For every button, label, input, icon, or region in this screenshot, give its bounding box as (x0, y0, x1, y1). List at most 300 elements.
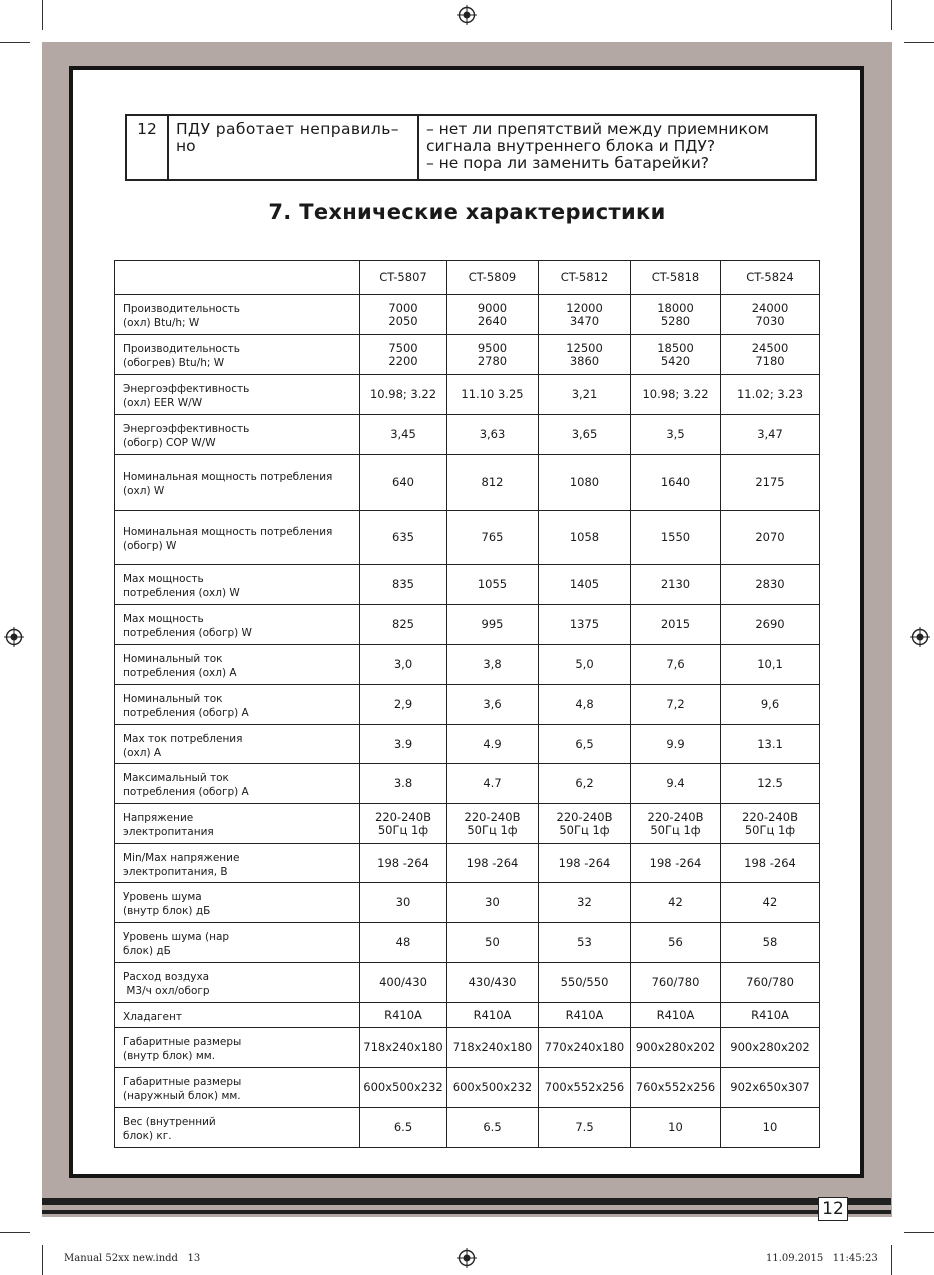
spec-value (631, 844, 721, 883)
spec-value-line: 13.1 (757, 736, 783, 751)
spec-value-line: R410A (565, 1007, 604, 1022)
spec-label-line: Производительность (123, 303, 240, 315)
print-slug-right: 11.09.2015 11:45:23 (766, 1253, 878, 1264)
spec-value (721, 1108, 820, 1148)
spec-label (115, 645, 360, 685)
remedy-line: – нет ли препятствий между приемником (426, 120, 769, 138)
page-number: 12 (818, 1197, 848, 1221)
spec-label (115, 295, 360, 335)
spec-value-line: 550/550 (560, 975, 609, 989)
spec-label (115, 685, 360, 725)
spec-value (360, 335, 447, 375)
spec-value-line: 760/780 (746, 975, 794, 989)
spec-value-line: 30 (395, 895, 411, 909)
spec-value-line: 825 (392, 617, 414, 631)
troubleshooting-table (125, 114, 817, 181)
spec-value-line: 2175 (755, 475, 785, 489)
spec-value (539, 764, 631, 804)
model-header: CT-5807 (360, 261, 447, 295)
spec-value (447, 725, 539, 764)
spec-value-line: 3,5 (666, 427, 685, 441)
spec-value-line: 7.5 (575, 1120, 594, 1134)
spec-value (360, 1108, 447, 1148)
spec-value (539, 645, 631, 685)
header-empty-cell (115, 261, 360, 295)
spec-value (721, 455, 820, 511)
spec-value (360, 963, 447, 1003)
spec-value-line: 48 (395, 935, 411, 949)
spec-value (631, 415, 721, 455)
spec-value-line: 1058 (569, 530, 600, 544)
spec-value-line: 9.9 (666, 736, 685, 751)
spec-label-line: Уровень шума (нар (123, 931, 230, 943)
spec-value (631, 685, 721, 725)
spec-value (721, 645, 820, 685)
spec-label (115, 565, 360, 605)
spec-value-line: 9,6 (760, 697, 780, 711)
spec-value-line: 10.98; 3.22 (369, 387, 437, 401)
spec-value-line: 220-240В (742, 809, 798, 824)
spec-value-line: 3,45 (390, 427, 416, 441)
spec-value (539, 963, 631, 1003)
issue-line: но (176, 137, 196, 155)
spec-value (360, 295, 447, 335)
spec-value (360, 883, 447, 923)
spec-value-line: R410A (384, 1007, 422, 1022)
crop-mark (891, 0, 892, 30)
spec-value (447, 511, 539, 565)
spec-value (447, 685, 539, 725)
spec-label-line: Напряжение (123, 812, 194, 824)
spec-value-line: 7180 (755, 353, 785, 368)
spec-value-line: 2640 (477, 313, 508, 328)
table-row (115, 565, 820, 605)
spec-value (721, 511, 820, 565)
spec-value (631, 764, 721, 804)
spec-value-line: 400/430 (379, 975, 427, 989)
spec-value (631, 455, 721, 511)
spec-value-line: 6.5 (393, 1120, 413, 1134)
spec-value-line: R410A (473, 1007, 512, 1022)
spec-value-line: 10,1 (757, 657, 783, 671)
spec-value (539, 1028, 631, 1068)
spec-label-line: (обогр) COP W/W (123, 437, 216, 449)
footer-bar-thin (42, 1210, 891, 1214)
spec-label (115, 804, 360, 844)
spec-value-line: 10 (668, 1120, 683, 1134)
spec-value-line: 765 (481, 530, 504, 544)
spec-label-line: Производительность (123, 343, 240, 355)
spec-value-line: 18000 (657, 300, 694, 315)
spec-value (721, 923, 820, 963)
spec-value (447, 455, 539, 511)
spec-value (721, 335, 820, 375)
spec-value (631, 511, 721, 565)
spec-value-line: 2830 (755, 577, 785, 591)
spec-value (539, 923, 631, 963)
table-row (115, 455, 820, 511)
spec-value (447, 415, 539, 455)
spec-value (539, 511, 631, 565)
spec-value-line: 7500 (388, 340, 418, 355)
spec-label (115, 415, 360, 455)
spec-value (447, 844, 539, 883)
spec-label-line: (обогрев) Btu/h; W (123, 357, 225, 369)
spec-value-line: 9.4 (666, 776, 685, 790)
spec-value-line: 10.98; 3.22 (642, 387, 709, 401)
spec-value-line: 50Гц 1ф (650, 822, 701, 837)
spec-label (115, 455, 360, 511)
table-row (115, 764, 820, 804)
spec-value (447, 963, 539, 1003)
spec-value (631, 1003, 721, 1028)
spec-value (721, 844, 820, 883)
spec-label-line: (охл) Btu/h; W (123, 317, 200, 329)
spec-value-line: 198 -264 (466, 855, 519, 870)
spec-value (539, 295, 631, 335)
crop-mark (891, 1245, 892, 1275)
spec-label-line: Габаритные размеры (123, 1076, 242, 1088)
spec-value-line: 812 (481, 475, 504, 489)
spec-value (721, 295, 820, 335)
spec-label-line: Номинальный ток (123, 693, 223, 705)
spec-value-line: 2,9 (393, 697, 413, 711)
spec-value-line: 718x240x180 (452, 1040, 533, 1054)
spec-value-line: 5280 (660, 313, 691, 328)
table-row (115, 685, 820, 725)
spec-value-line: 198 -264 (649, 855, 702, 870)
spec-value-line: 900x280x202 (730, 1040, 810, 1054)
spec-value (447, 804, 539, 844)
spec-value-line: 11.10 3.25 (461, 387, 524, 401)
spec-value-line: 3470 (569, 313, 600, 328)
spec-label (115, 764, 360, 804)
spec-value-line: 220-240В (375, 809, 431, 824)
spec-label-line: (охл) EER W/W (123, 397, 203, 409)
spec-value-line: 2050 (388, 313, 418, 328)
spec-value-line: 3.8 (393, 776, 413, 790)
spec-value-line: R410A (656, 1007, 695, 1022)
table-row (115, 1003, 820, 1028)
spec-label-line: Энергоэффективность (123, 383, 250, 395)
spec-label-line: (внутр блок) мм. (123, 1050, 216, 1062)
spec-value (721, 415, 820, 455)
spec-value (631, 923, 721, 963)
spec-value (539, 565, 631, 605)
crop-mark (0, 42, 30, 43)
spec-value (631, 335, 721, 375)
spec-label-line: (охл) А (123, 746, 162, 759)
spec-value (721, 1003, 820, 1028)
spec-value-line: 50 (485, 935, 500, 949)
spec-value (631, 375, 721, 415)
spec-label (115, 963, 360, 1003)
spec-value-line: 760x552x256 (635, 1080, 716, 1094)
spec-value-line: 2070 (755, 530, 785, 544)
spec-value (360, 455, 447, 511)
spec-value (721, 764, 820, 804)
spec-label-line: Max мощность (123, 573, 204, 585)
spec-value-line: 198 -264 (558, 855, 611, 870)
spec-value (360, 1068, 447, 1108)
table-row (115, 605, 820, 645)
spec-value (360, 375, 447, 415)
spec-value (447, 295, 539, 335)
spec-value-line: 635 (392, 530, 414, 544)
spec-value (360, 605, 447, 645)
spec-value (631, 1028, 721, 1068)
registration-mark-icon (4, 627, 24, 647)
spec-value-line: R410A (751, 1007, 789, 1022)
footer-bar (42, 1198, 891, 1205)
spec-value-line: 1375 (569, 617, 600, 631)
spec-value (631, 804, 721, 844)
spec-value-line: 50Гц 1ф (744, 822, 796, 837)
model-header: CT-5824 (721, 261, 820, 295)
spec-label-line: Хладагент (123, 1010, 182, 1023)
spec-label-line: электропитания (123, 826, 214, 838)
table-row (126, 115, 816, 180)
spec-value (539, 1003, 631, 1028)
spec-value-line: 50Гц 1ф (377, 822, 429, 837)
spec-label-line: потребления (обогр) W (123, 627, 252, 639)
table-row (115, 1108, 820, 1148)
trouble-number: 12 (126, 115, 168, 180)
spec-value (447, 565, 539, 605)
spec-value (539, 685, 631, 725)
spec-value-line: 12000 (566, 300, 603, 315)
spec-value-line: 220-240В (556, 809, 613, 824)
spec-value (360, 415, 447, 455)
spec-value-line: 18500 (657, 340, 694, 355)
spec-label-line: Габаритные размеры (123, 1036, 242, 1048)
spec-value (631, 645, 721, 685)
spec-value-line: 3,0 (393, 657, 413, 671)
spec-value-line: 9500 (477, 340, 508, 355)
spec-label (115, 605, 360, 645)
spec-value-line: 11.02; 3.23 (736, 387, 804, 401)
spec-value-line: 7,2 (666, 697, 685, 711)
spec-value-line: 3,63 (479, 427, 506, 441)
spec-value-line: 3.9 (393, 736, 413, 751)
spec-value (360, 1028, 447, 1068)
spec-label-line: М3/ч охл/обогр (123, 985, 210, 997)
spec-label-line: (охл) W (123, 485, 165, 497)
spec-label (115, 511, 360, 565)
spec-value (447, 1108, 539, 1148)
spec-value-line: 6.5 (483, 1120, 502, 1134)
spec-label-line: Максимальный ток (123, 772, 229, 784)
spec-value (360, 1003, 447, 1028)
table-row (115, 844, 820, 883)
table-row (115, 883, 820, 923)
specs-header-row (115, 261, 820, 295)
spec-value-line: 53 (577, 935, 592, 949)
crop-mark (42, 1245, 43, 1275)
spec-value-line: 760/780 (651, 975, 700, 989)
spec-value (721, 565, 820, 605)
model-header: CT-5809 (447, 261, 539, 295)
spec-value (447, 764, 539, 804)
spec-value-line: 3,65 (571, 427, 598, 441)
spec-value (360, 725, 447, 764)
spec-value-line: 3,21 (571, 387, 598, 401)
spec-label-line: Расход воздуха (123, 971, 210, 983)
registration-mark-icon (457, 1248, 477, 1268)
model-header: CT-5812 (539, 261, 631, 295)
spec-value-line: 3,6 (483, 697, 502, 711)
spec-value (539, 335, 631, 375)
crop-mark (904, 1232, 934, 1233)
spec-value (447, 923, 539, 963)
table-row (115, 375, 820, 415)
spec-value-line: 3860 (569, 353, 600, 368)
registration-mark-icon (457, 5, 477, 25)
spec-value-line: 6,2 (575, 776, 594, 790)
spec-value-line: 2690 (755, 617, 785, 631)
spec-value (447, 883, 539, 923)
spec-value-line: 24000 (751, 300, 789, 315)
spec-value-line: 7000 (388, 300, 418, 315)
spec-value-line: 600x500x232 (363, 1080, 443, 1094)
trouble-remedy (418, 115, 816, 180)
spec-label-line: (обогр) W (123, 540, 177, 552)
spec-value (721, 375, 820, 415)
spec-value-line: 58 (762, 935, 778, 949)
spec-label (115, 725, 360, 764)
spec-value (631, 883, 721, 923)
spec-label-line: (внутр блок) дБ (123, 905, 211, 917)
spec-label (115, 1068, 360, 1108)
spec-value-line: 42 (762, 895, 778, 909)
spec-value-line: 4.9 (483, 736, 502, 751)
spec-value-line: 42 (668, 895, 683, 909)
spec-value (360, 764, 447, 804)
spec-value-line: 220-240В (464, 809, 521, 824)
spec-value (721, 1028, 820, 1068)
spec-value (539, 804, 631, 844)
spec-value-line: 4.7 (483, 776, 502, 790)
spec-value (631, 963, 721, 1003)
spec-value-line: 3,47 (757, 427, 783, 441)
spec-value-line: 700x552x256 (544, 1080, 625, 1094)
spec-value-line: 640 (392, 475, 414, 489)
spec-value-line: 32 (577, 895, 592, 909)
spec-value (447, 1028, 539, 1068)
spec-value (539, 883, 631, 923)
model-header: CT-5818 (631, 261, 721, 295)
spec-value-line: 1080 (569, 475, 600, 489)
table-row (115, 295, 820, 335)
crop-mark (42, 0, 43, 30)
table-row (115, 415, 820, 455)
spec-value-line: 1640 (660, 475, 691, 489)
spec-value (539, 375, 631, 415)
spec-value-line: 4,8 (575, 697, 594, 711)
spec-value (360, 804, 447, 844)
spec-value (631, 565, 721, 605)
spec-label (115, 335, 360, 375)
spec-label-line: потребления (обогр) А (123, 786, 249, 798)
crop-mark (0, 1232, 30, 1233)
spec-value-line: 1055 (477, 577, 508, 591)
spec-value (721, 725, 820, 764)
spec-value (539, 1068, 631, 1108)
spec-value-line: 2200 (388, 353, 418, 368)
spec-value (447, 605, 539, 645)
specs-table (114, 260, 820, 1148)
spec-label (115, 1108, 360, 1148)
spec-value-line: 198 -264 (377, 855, 429, 870)
trouble-issue (168, 115, 418, 180)
spec-value (360, 685, 447, 725)
spec-value-line: 50Гц 1ф (559, 822, 610, 837)
table-row (115, 804, 820, 844)
table-row (115, 511, 820, 565)
table-row (115, 923, 820, 963)
spec-label (115, 883, 360, 923)
spec-value (721, 883, 820, 923)
spec-label (115, 375, 360, 415)
spec-value-line: 5420 (660, 353, 691, 368)
registration-mark-icon (910, 627, 930, 647)
issue-line: ПДУ работает неправиль– (176, 120, 399, 138)
spec-label (115, 1003, 360, 1028)
remedy-line: сигнала внутреннего блока и ПДУ? (426, 137, 716, 155)
spec-label-line: Вес (внутренний (123, 1116, 216, 1128)
spec-value (721, 963, 820, 1003)
spec-value (447, 335, 539, 375)
spec-label (115, 923, 360, 963)
spec-value (721, 685, 820, 725)
spec-label-line: Max ток потребления (123, 732, 243, 745)
spec-value-line: 1405 (569, 577, 600, 591)
spec-value-line: 1550 (660, 530, 691, 544)
spec-value-line: 718x240x180 (363, 1040, 443, 1054)
spec-label-line: потребления (обогр) А (123, 707, 249, 719)
spec-value (631, 725, 721, 764)
spec-value-line: 50Гц 1ф (467, 822, 518, 837)
spec-value-line: 12.5 (757, 776, 783, 790)
spec-value-line: 220-240В (647, 809, 704, 824)
spec-value-line: 198 -264 (744, 855, 796, 870)
spec-value (631, 1068, 721, 1108)
spec-value-line: 6,5 (575, 736, 594, 751)
spec-value (539, 1108, 631, 1148)
spec-value-line: 5,0 (575, 657, 594, 671)
spec-value-line: 995 (481, 617, 504, 631)
spec-value-line: 430/430 (468, 975, 517, 989)
table-row (115, 963, 820, 1003)
spec-label-line: электропитания, В (123, 865, 228, 878)
spec-label (115, 1028, 360, 1068)
spec-value-line: 12500 (566, 340, 603, 355)
spec-label-line: потребления (охл) W (123, 587, 240, 599)
spec-value (360, 844, 447, 883)
crop-mark (904, 42, 934, 43)
spec-value (721, 804, 820, 844)
spec-value (360, 645, 447, 685)
spec-label-line: Номинальная мощность потребления (123, 471, 333, 483)
spec-value (539, 455, 631, 511)
spec-value (539, 605, 631, 645)
spec-label-line: Max мощность (123, 613, 204, 625)
spec-value-line: 902x650x307 (730, 1080, 810, 1094)
spec-label-line: Номинальный ток (123, 653, 223, 665)
spec-value (631, 295, 721, 335)
spec-value (447, 375, 539, 415)
table-row (115, 335, 820, 375)
